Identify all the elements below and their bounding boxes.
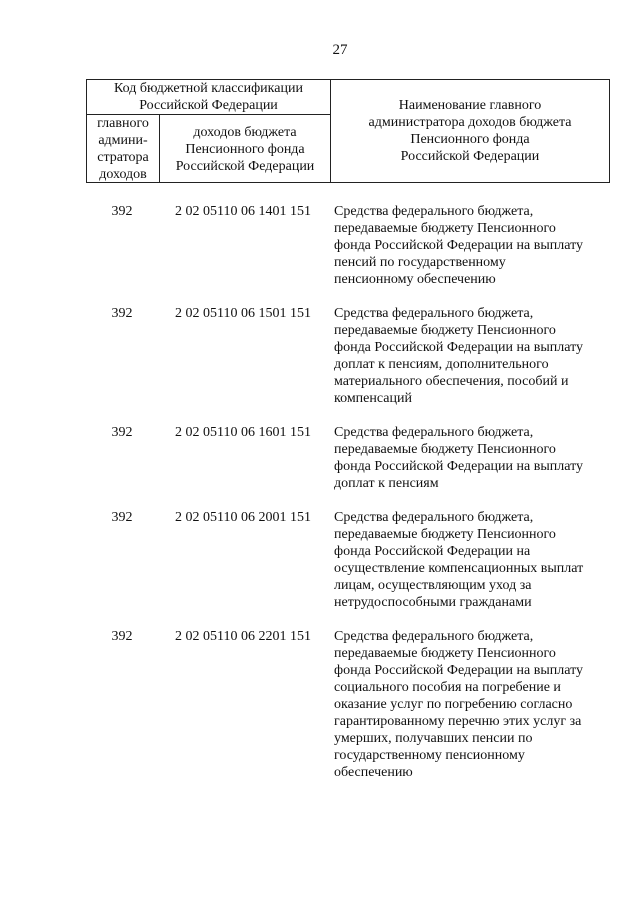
header-text-line: Пенсионного фонда [185, 141, 305, 157]
description-line: лицам, осуществляющим уход за [334, 578, 532, 593]
admin-code-cell: 392 [111, 425, 133, 440]
budget-code-cell: 2 02 05110 06 2001 151 [175, 510, 311, 525]
admin-code-cell: 392 [111, 306, 133, 321]
header-text-line: Российской Федерации [139, 98, 278, 113]
header-text-line: Российской Федерации [175, 158, 315, 174]
header-text-line: стратора [97, 150, 149, 165]
description-line: пенсионному обеспечению [334, 272, 496, 287]
description-line: доплат к пенсиям, дополнительного [334, 357, 549, 372]
header-text-line: Российской Федерации [400, 149, 540, 164]
header-text-line: доходов [99, 167, 147, 182]
description-line: Средства федерального бюджета, [334, 629, 534, 644]
header-budget-classification-code [87, 80, 330, 114]
budget-code-cell: 2 02 05110 06 1501 151 [175, 306, 311, 321]
admin-code-cell: 392 [111, 629, 133, 644]
header-pension-fund-income [160, 115, 330, 183]
admin-code-cell: 392 [111, 510, 133, 525]
header-text-line: Наименование главного [398, 98, 542, 113]
description-line: фонда Российской Федерации на [334, 544, 531, 559]
description-line: гарантированному перечню этих услуг за [334, 714, 582, 729]
description-line: компенсаций [334, 391, 412, 406]
header-text-line: доходов бюджета [193, 124, 297, 140]
description-line: Средства федерального бюджета, [334, 204, 534, 219]
description-line: осуществление компенсационных выплат [334, 561, 584, 576]
description-line: передаваемые бюджету Пенсионного [334, 527, 556, 542]
budget-code-cell: 2 02 05110 06 2201 151 [175, 629, 311, 644]
description-cell [334, 424, 614, 492]
description-line: нетрудоспособными гражданами [334, 595, 532, 610]
description-line: умерших, получавших пенсии по [334, 731, 533, 746]
budget-code-cell: 2 02 05110 06 1401 151 [175, 204, 311, 219]
description-line: фонда Российской Федерации на выплату [334, 340, 583, 355]
description-line: фонда Российской Федерации на выплату [334, 238, 583, 253]
budget-code-cell: 2 02 05110 06 1601 151 [175, 425, 311, 440]
header-text-line: главного [97, 116, 149, 131]
description-line: фонда Российской Федерации на выплату [334, 663, 583, 678]
description-line: Средства федерального бюджета, [334, 306, 534, 321]
description-cell [334, 305, 614, 407]
description-cell [334, 203, 614, 288]
description-line: передаваемые бюджету Пенсионного [334, 323, 556, 338]
description-line: Средства федерального бюджета, [334, 425, 534, 440]
description-line: передаваемые бюджету Пенсионного [334, 442, 556, 457]
header-text-line: админи- [98, 133, 148, 148]
header-text-line: администратора доходов бюджета [368, 115, 572, 130]
description-line: пенсий по государственному [334, 255, 506, 270]
description-line: оказание услуг по погребению согласно [334, 697, 573, 712]
page-number: 27 [332, 42, 348, 58]
header-administrator-name [331, 80, 609, 182]
header-text-line: Код бюджетной классификации [114, 81, 303, 96]
header-chief-administrator [87, 115, 159, 183]
description-line: социального пособия на погребение и [334, 680, 561, 695]
description-line: фонда Российской Федерации на выплату [334, 459, 583, 474]
admin-code-cell: 392 [111, 204, 133, 219]
description-line: материального обеспечения, пособий и [334, 374, 569, 389]
description-cell [334, 628, 614, 781]
description-line: передаваемые бюджету Пенсионного [334, 646, 556, 661]
description-line: доплат к пенсиям [334, 476, 439, 491]
description-line: передаваемые бюджету Пенсионного [334, 221, 556, 236]
description-cell [334, 509, 614, 611]
description-line: обеспечению [334, 765, 413, 780]
header-text-line: Пенсионного фонда [410, 132, 530, 147]
description-line: Средства федерального бюджета, [334, 510, 534, 525]
description-line: государственному пенсионному [334, 748, 525, 763]
classification-table-header [86, 79, 610, 183]
